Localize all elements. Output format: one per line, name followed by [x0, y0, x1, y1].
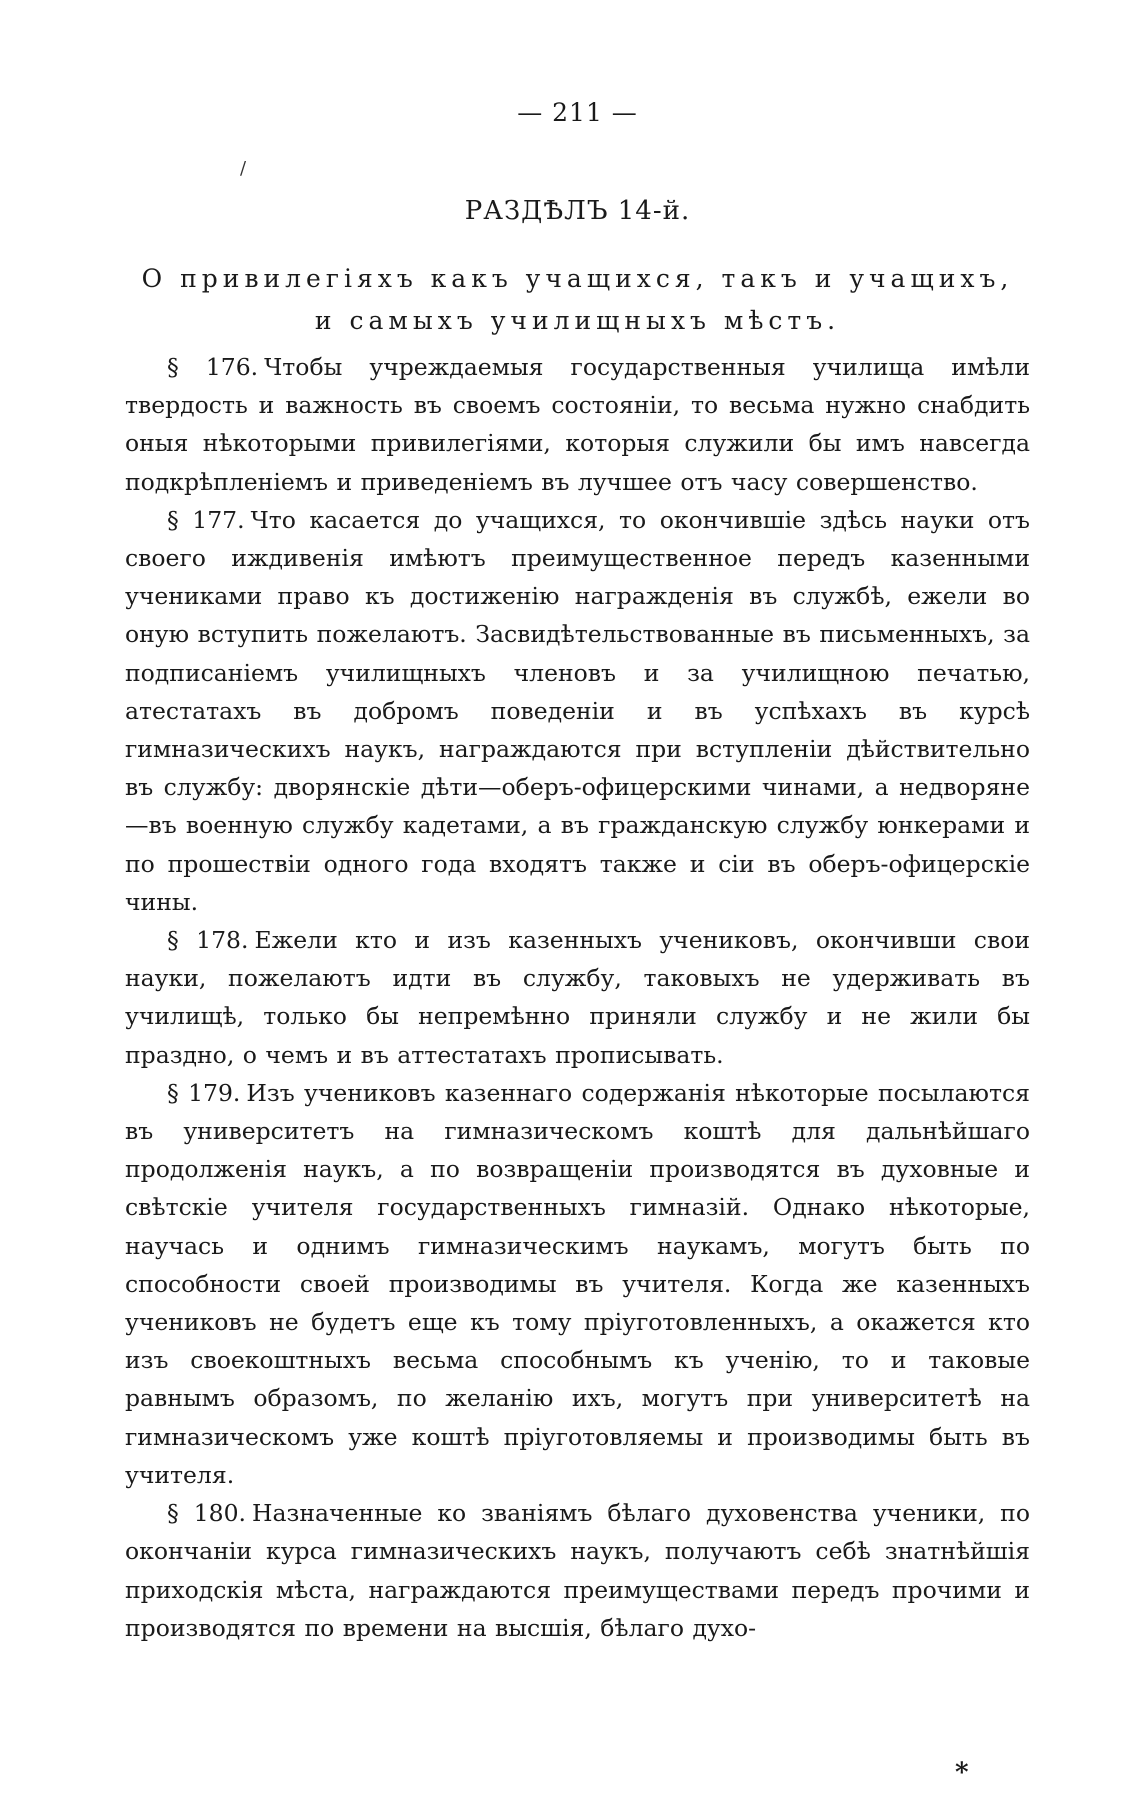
paragraph-177 — [125, 501, 1030, 921]
paragraph-text: Ежели кто и изъ казенныхъ учениковъ, окончивши свои науки, пожелаютъ идти въ службу, таковыхъ не удерживать въ училищѣ, только бы непремѣнно приняли службу и не жили бы праздно, о чемъ и въ аттестатахъ прописывать. — [125, 926, 1030, 1069]
paragraph-text: Назначенные ко званіямъ бѣлаго духовенства ученики, по окончаніи курса гимназическихъ наукъ, получаютъ себѣ знатнѣйшія приходскія мѣста, награждаются преимуществами передъ прочими и производятся по времени на высшія, бѣлаго духо- — [125, 1499, 1030, 1642]
paragraph-symbol: § 177. — [167, 505, 245, 534]
footer-asterisk: * — [955, 1758, 969, 1788]
paragraph-text: Что касается до учащихся, то окончившіе здѣсь науки отъ своего иждивенія имѣютъ преимущественное передъ казенными учениками право къ достиженію награжденія въ службѣ, ежели во оную вступить пожелаютъ. Засвидѣтельствованные въ письменныхъ, за подписаніемъ училищныхъ членовъ и за училищною печатью, атестатахъ въ добромъ поведеніи и въ успѣхахъ въ курсѣ гимназическихъ наукъ, награждаются при вступленіи дѣйствительно въ службу: дворянскіе дѣти—оберъ-офицерскими чинами, а недворяне—въ военную службу кадетами, а въ гражданскую службу юнкерами и по прошествіи одного года входятъ также и сіи въ оберъ-офицерскіе чины. — [125, 505, 1030, 916]
paragraph-text: Изъ учениковъ казеннаго содержанія нѣкоторые посылаются въ университетъ на гимназическомъ коштѣ для дальнѣйшаго продолженія наукъ, а по возвращеніи производятся въ духовные и свѣтскіе учителя государственныхъ гимназій. Однако нѣкоторые, научась и однимъ гимназическимъ наукамъ, могутъ быть по способности своей производимы въ учителя. Когда же казенныхъ учениковъ не будетъ еще къ тому пріуготовленныхъ, а окажется кто изъ своекоштныхъ весьма способнымъ къ ученію, то и таковые равнымъ образомъ, по желанію ихъ, могутъ при университетѣ на гимназическомъ уже коштѣ пріуготовляемы и производимы быть въ учителя. — [125, 1078, 1031, 1489]
document-page — [125, 0, 1030, 1817]
paragraph-symbol: § 178. — [167, 926, 249, 955]
paragraph-180 — [125, 1494, 1030, 1647]
paragraph-176 — [125, 348, 1030, 501]
section-subtitle — [125, 258, 1030, 342]
paragraph-symbol: § 176. — [167, 353, 259, 381]
paragraph-text: Чтобы учреждаемыя государственныя училища имѣли твердость и важность въ своемъ состояніи, то весьма нужно снабдить оныя нѣкоторыми привилегіями, которыя служили бы имъ навсегда подкрѣпленіемъ и приведеніемъ въ лучшее отъ часу совершенство. — [125, 353, 1030, 496]
page-number: — 211 — — [517, 98, 638, 127]
paragraph-symbol: § 180. — [167, 1499, 247, 1528]
paragraph-179 — [125, 1074, 1030, 1494]
paragraph-symbol: § 179. — [167, 1078, 241, 1107]
paragraph-178 — [125, 921, 1030, 1074]
section-subtitle-line-1: О привилегіяхъ какъ учащихся, такъ и учащихъ, — [141, 264, 1014, 293]
section-title: РАЗДѢЛЪ 14-й. — [464, 196, 691, 226]
section-subtitle-line-2: и самыхъ училищныхъ мѣстъ. — [314, 306, 841, 335]
stray-mark-scan-artifact: / — [240, 158, 247, 179]
body-text — [125, 348, 1030, 1647]
